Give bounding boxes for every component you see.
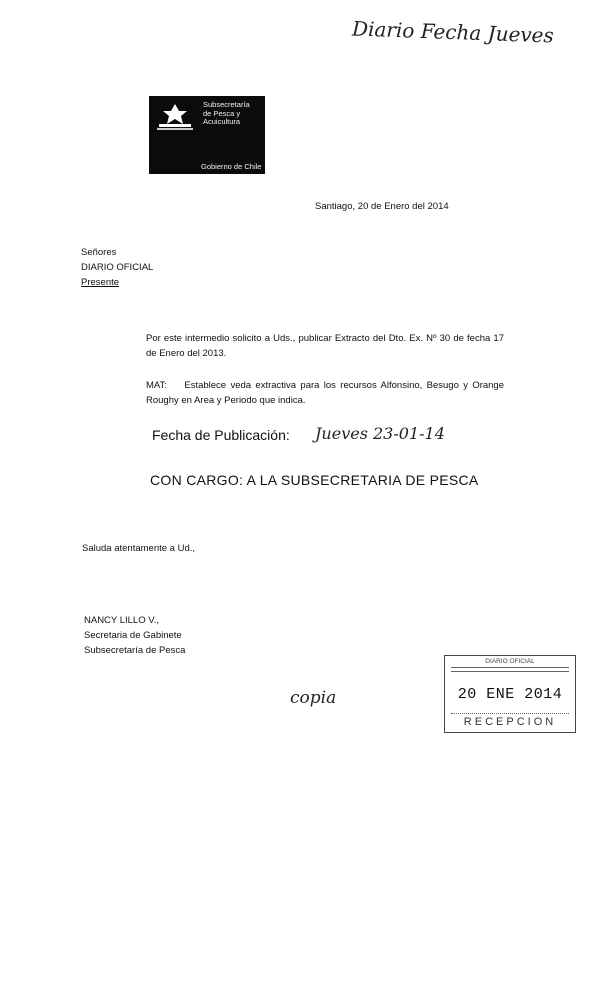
logo-org-line-1: Subsecretaría (203, 100, 250, 109)
stamp-title: DIARIO OFICIAL (485, 658, 535, 665)
request-paragraph: Por este intermedio solicito a Uds., publicar Extracto del Dto. Ex. Nº 30 de fecha 17 de Enero del 2013. (146, 333, 504, 359)
publication-date-label: Fecha de Publicación: (152, 427, 290, 443)
recipient-salutation: Señores (81, 247, 117, 258)
charge-line: CON CARGO: A LA SUBSECRETARIA DE PESCA (150, 472, 479, 488)
signature-block (84, 613, 185, 658)
stamp-footer: RECEPCION (463, 716, 557, 728)
mat-paragraph (146, 378, 504, 408)
logo-government: Gobierno de Chile (201, 162, 262, 171)
signer-office: Subsecretaría de Pesca (84, 645, 186, 656)
logo-org-line-3: Acuicultura (203, 117, 241, 126)
mat-text: Establece veda extractiva para los recursos Alfonsino, Besugo y Orange Roughy en Area y Periodo que indica. (146, 380, 504, 406)
closing-greeting: Saluda atentamente a Ud., (82, 543, 196, 554)
stamp-date: 20 ENE 2014 (457, 686, 563, 703)
logo-org-name (203, 101, 250, 127)
stamp-divider (451, 667, 569, 672)
recipient-presente: Presente (81, 277, 120, 288)
signer-role: Secretaria de Gabinete (84, 630, 182, 641)
recipient-name: DIARIO OFICIAL (81, 262, 154, 273)
publication-date-handwritten: Jueves 23-01-14 (315, 424, 445, 443)
stamp-footer-divider (451, 713, 569, 714)
coat-of-arms-icon (155, 102, 195, 132)
handwritten-note-top: Diario Fecha Jueves (351, 16, 555, 48)
mat-label: MAT: (146, 380, 167, 391)
recipient-block (81, 245, 153, 290)
government-logo (149, 96, 265, 174)
handwritten-copy-note: copia (290, 688, 337, 708)
signer-name: NANCY LILLO V., (84, 615, 159, 626)
document-date: Santiago, 20 de Enero del 2014 (315, 201, 449, 212)
logo-org-line-2: de Pesca y (203, 108, 241, 118)
reception-stamp (444, 655, 576, 733)
